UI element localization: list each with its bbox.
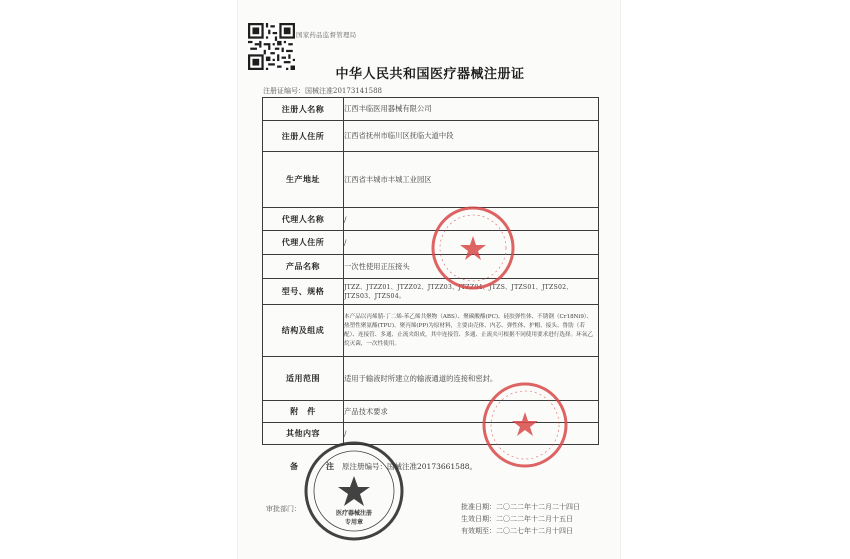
row-value: / xyxy=(344,231,599,255)
row-value: 适用于输液时所建立的输液通道的连接和密封。 xyxy=(344,357,599,401)
certificate-title: 中华人民共和国医疗器械注册证 xyxy=(335,67,525,82)
row-label: 代理人名称 xyxy=(263,208,344,231)
notes-label: 备 注 xyxy=(290,462,344,471)
effective-date: 生效日期：二〇二二年十二月十五日 xyxy=(461,515,573,523)
qr-caption: 国家药品监督管理局 xyxy=(296,31,357,39)
row-value: / xyxy=(344,423,599,445)
official-seal-stamp xyxy=(303,440,405,542)
row-value: 江西省抚州市临川区抚临大道中段 xyxy=(344,121,599,152)
row-label: 附 件 xyxy=(263,401,344,423)
date-block xyxy=(461,501,580,537)
row-value: 江西丰临医用器械有限公司 xyxy=(344,98,599,121)
official-seal-text: 医疗器械注册专用章 xyxy=(335,510,372,526)
row-value: 一次性使用正压接头 xyxy=(344,255,599,279)
expiry-date: 有效期至：二〇二七年十二月十四日 xyxy=(461,527,573,535)
notes-value: 原注册编号：国械注准20173661588。 xyxy=(342,462,477,471)
row-value: / xyxy=(344,208,599,231)
row-label: 注册人住所 xyxy=(263,121,344,152)
row-label: 注册人名称 xyxy=(263,98,344,121)
company-seal-stamp xyxy=(480,380,570,470)
table-row xyxy=(263,152,599,208)
approval-department: 审批部门： xyxy=(266,505,301,513)
row-label: 代理人住所 xyxy=(263,231,344,255)
row-label: 产品名称 xyxy=(263,255,344,279)
company-seal-stamp xyxy=(430,205,516,291)
row-value: 江西省丰城市丰城工业园区 xyxy=(344,152,599,208)
row-label: 适用范围 xyxy=(263,357,344,401)
row-label: 结构及组成 xyxy=(263,305,344,357)
registration-number: 注册证编号：国械注准20173141588 xyxy=(263,87,382,95)
table-row xyxy=(263,98,599,121)
row-label: 生产地址 xyxy=(263,152,344,208)
table-row xyxy=(263,121,599,152)
row-label: 型号、规格 xyxy=(263,279,344,305)
row-value: JTZZ、JTZZ01、JTZZ02、JTZZ03、JTZZ04、JTZS、JTZS01、JTZS02、JTZS03、JTZS04。 xyxy=(344,279,599,305)
row-label: 其他内容 xyxy=(263,423,344,445)
table-row xyxy=(263,305,599,357)
row-value: 本产品以丙烯腈-丁二烯-苯乙烯共聚物（ABS）、聚碳酸酯(PC)、硅胶弹性体、不锈钢（Cr18Ni9）、热塑性聚氨酯(TPU)、聚丙烯(PP)为原材料，主要由壳体、内芯、弹性体、护帽、接头、鲁肋（若配）、连接管、多通、止流夹组成，其中连接管、多通、止流夹可根据不同使用要求进行选择。环氧乙烷灭菌，一次性使用。 xyxy=(344,305,599,357)
approval-date: 批准日期：二〇二二年十二月二十四日 xyxy=(461,503,580,511)
row-value: 产品技术要求 xyxy=(344,401,599,423)
